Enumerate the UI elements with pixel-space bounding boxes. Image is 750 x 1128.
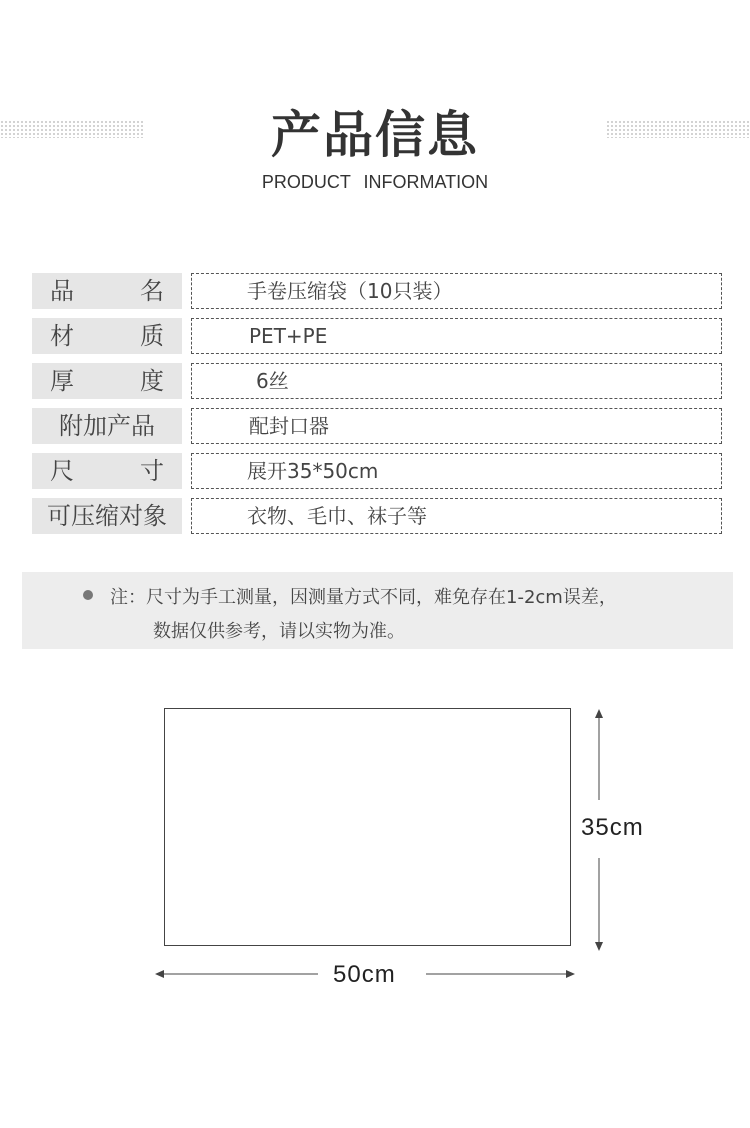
spec-row-size	[32, 453, 722, 489]
spec-label-char: 厚	[50, 367, 74, 395]
spec-label-char: 寸	[140, 457, 164, 485]
spec-label-char: 尺	[50, 457, 74, 485]
spec-value: 6丝	[191, 363, 722, 399]
spec-label	[32, 363, 182, 399]
note-line-1: 注：尺寸为手工测量，因测量方式不同，难免存在1-2cm误差，	[110, 587, 617, 608]
page-subtitle: PRODUCT INFORMATION	[261, 172, 489, 192]
spec-row-accessory	[32, 408, 722, 444]
bullet-icon	[83, 590, 93, 600]
spec-label-char: 质	[140, 322, 164, 350]
spec-value: PET+PE	[191, 318, 722, 354]
spec-value: 展开35*50cm	[191, 453, 722, 489]
spec-value: 手卷压缩袋（10只装）	[191, 273, 722, 309]
spec-label-text: 附加产品	[59, 412, 155, 440]
spec-row-compressible	[32, 498, 722, 534]
spec-value: 衣物、毛巾、袜子等	[191, 498, 722, 534]
note-line-2: 数据仅供参考，请以实物为准。	[153, 621, 405, 642]
spec-label-text: 可压缩对象	[47, 502, 167, 530]
spec-label	[32, 273, 182, 309]
arrow-down-icon	[595, 942, 603, 951]
spec-label-char: 品	[50, 277, 74, 305]
arrow-right-icon	[566, 970, 575, 978]
spec-label-char: 名	[140, 277, 164, 305]
height-label: 35cm	[581, 814, 644, 841]
spec-value: 配封口器	[191, 408, 722, 444]
spec-label	[32, 408, 182, 444]
spec-row-thickness	[32, 363, 722, 399]
measurement-note	[22, 572, 733, 649]
spec-label	[32, 453, 182, 489]
page-title: 产品信息	[271, 106, 479, 164]
spec-row-name	[32, 273, 722, 309]
arrow-left-icon	[155, 970, 164, 978]
spec-label-char: 度	[140, 367, 164, 395]
spec-row-material	[32, 318, 722, 354]
width-label: 50cm	[333, 961, 396, 988]
spec-label-char: 材	[50, 322, 74, 350]
arrow-up-icon	[595, 709, 603, 718]
spec-label	[32, 498, 182, 534]
bag-outline	[164, 708, 571, 946]
spec-label	[32, 318, 182, 354]
